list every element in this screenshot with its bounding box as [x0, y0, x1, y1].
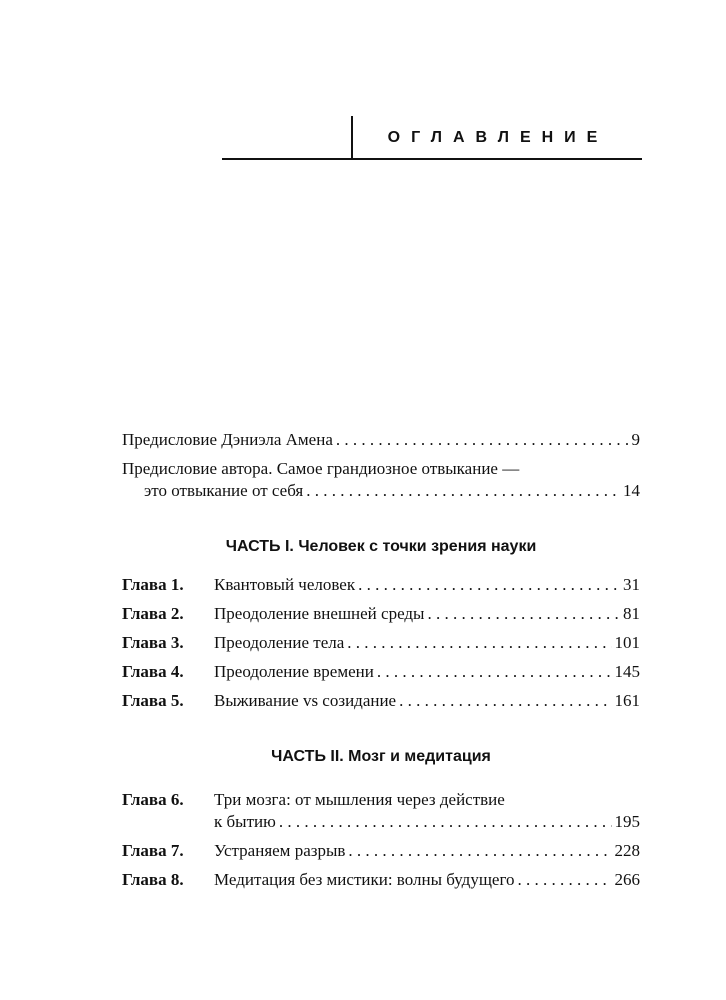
toc-page-number: 31	[623, 575, 640, 594]
toc-leader-dots	[279, 811, 612, 833]
chapter-label: Глава 1.	[122, 575, 184, 594]
toc-page-number: 228	[614, 841, 640, 860]
toc-entry-title: Выживание vs созидание	[214, 691, 397, 710]
toc-leader-dots	[399, 690, 611, 712]
toc-entry-chapter-4[interactable]	[122, 661, 640, 683]
toc-entry-preface-amen[interactable]	[122, 429, 640, 451]
toc-page-number: 9	[631, 430, 640, 449]
toc-leader-dots	[348, 840, 611, 862]
toc-page-number: 145	[614, 662, 640, 681]
chapter-label: Глава 5.	[122, 691, 184, 710]
toc-entry-title: Преодоление тела	[214, 633, 345, 652]
toc-leader-dots	[358, 574, 620, 596]
header-vertical-rule	[351, 116, 353, 160]
toc-entry-chapter-8[interactable]	[122, 869, 640, 891]
toc-entry-preface-author[interactable]	[144, 480, 640, 502]
chapter-label: Глава 4.	[122, 662, 184, 681]
toc-page-number: 14	[623, 481, 640, 500]
toc-entry-title: Преодоление времени	[214, 662, 374, 681]
toc-entry-chapter-3[interactable]	[122, 632, 640, 654]
chapter-label: Глава 7.	[122, 841, 184, 860]
toc-entry-chapter-5[interactable]	[122, 690, 640, 712]
toc-entry-chapter-1[interactable]	[122, 574, 640, 596]
toc-leader-dots	[427, 603, 620, 625]
toc-entry-chapter-6[interactable]	[214, 811, 640, 833]
toc-entry-chapter-6-line1[interactable]	[122, 789, 640, 811]
part-heading-1: ЧАСТЬ I. Человек с точки зрения науки	[225, 538, 537, 555]
toc-entry-chapter-2[interactable]	[122, 603, 640, 625]
toc-leader-dots	[518, 869, 612, 891]
toc-page-number: 266	[614, 870, 640, 889]
chapter-label: Глава 2.	[122, 604, 184, 623]
toc-leader-dots	[306, 480, 620, 502]
part-heading-2: ЧАСТЬ II. Мозг и медитация	[271, 748, 491, 765]
toc-entry-title: Три мозга: от мышления через действие	[214, 790, 505, 809]
chapter-label: Глава 8.	[122, 870, 184, 889]
chapter-label: Глава 3.	[122, 633, 184, 652]
toc-leader-dots	[347, 632, 611, 654]
toc-leader-dots	[377, 661, 612, 683]
toc-entry-title: Устраняем разрыв	[214, 841, 346, 860]
toc-page-number: 195	[614, 812, 640, 831]
chapter-label: Глава 6.	[122, 790, 184, 809]
toc-entry-title: Медитация без мистики: волны будущего	[214, 870, 515, 889]
toc-entry-title: Преодоление внешней среды	[214, 604, 425, 623]
toc-page-number: 101	[614, 633, 640, 652]
toc-entry-title: к бытию	[214, 812, 276, 831]
toc-entry-preface-author-line1[interactable]: Предисловие автора. Самое грандиозное отвыкание —	[122, 459, 520, 478]
toc-leader-dots	[336, 429, 629, 451]
toc-page-number: 81	[623, 604, 640, 623]
toc-entry-title: Квантовый человек	[214, 575, 356, 594]
toc-entry-title: Предисловие Дэниэла Амена	[122, 430, 333, 449]
toc-page-number: 161	[614, 691, 640, 710]
toc-entry-title: это отвыкание от себя	[144, 481, 304, 500]
page-title: ОГЛАВЛЕНИЕ	[387, 129, 609, 146]
toc-entry-chapter-7[interactable]	[122, 840, 640, 862]
header-horizontal-rule	[222, 158, 642, 160]
